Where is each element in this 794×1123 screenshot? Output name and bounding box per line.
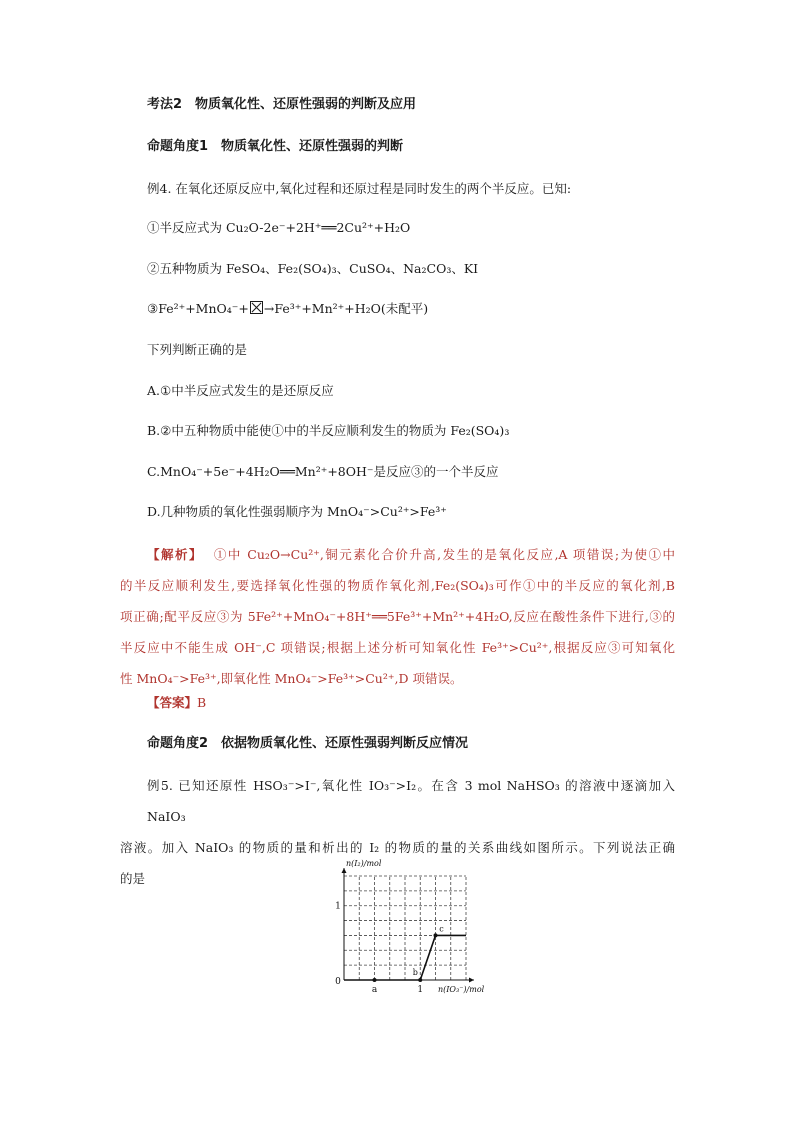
y-axis-label: n(I₂)/mol [346, 859, 382, 868]
example5-block [120, 770, 675, 894]
x-axis-label: n(IO₃⁻)/mol [438, 985, 485, 994]
analysis-line-4: 半反应中不能生成 OH⁻,C 项错误;根据上述分析可知氧化性 Fe³⁺>Cu²⁺,根据反应③可知氧化 [120, 640, 675, 655]
point-label-b: b [412, 968, 418, 977]
y-tick-1: 1 [335, 901, 341, 912]
analysis-line-5: 性 MnO₄⁻>Fe³⁺,即氧化性 MnO₄⁻>Fe³⁺>Cu²⁺,D 项错误。 [120, 671, 463, 686]
example5-line-2: 溶液。加入 NaIO₃ 的物质的量和析出的 I₂ 的物质的量的关系曲线如图所示。下列说法正确 [120, 840, 675, 855]
analysis-line-2: 的半反应顺利发生,要选择氧化性强的物质作氧化剂,Fe₂(SO₄)₃可作①中的半反应的氧化剂,B [120, 578, 675, 593]
point-label-c: c [439, 924, 444, 934]
example5-line-1: 例5. 已知还原性 HSO₃⁻>I⁻,氧化性 IO₃⁻>I₂。在含 3 mol NaHSO₃ 的溶液中逐滴加入 NaIO₃ [147, 778, 675, 824]
analysis-block [147, 539, 675, 570]
x-tick-a: a [371, 985, 378, 995]
example5-line-3: 的是 [120, 871, 146, 886]
unknown-box-icon [250, 301, 263, 314]
analysis-text-1: ①中 Cu₂O→Cu²⁺,铜元素化合价升高,发生的是氧化反应,A 项错误;为使①中 [213, 547, 675, 562]
analysis-line-3: 项正确;配平反应③为 5Fe²⁺+MnO₄⁻+8H⁺══5Fe³⁺+Mn²⁺+4H₂O,反应在酸性条件下进行,③的 [120, 609, 675, 624]
series-line-0 [344, 935, 466, 980]
example4-item3 [147, 300, 428, 318]
answer-value: B [197, 695, 207, 710]
option-c: C.MnO₄⁻+5e⁻+4H₂O══Mn²⁺+8OH⁻是反应③的一个半反应 [147, 464, 499, 479]
x-tick-1: 1 [417, 985, 424, 995]
origin-label: 0 [335, 977, 341, 987]
x-axis-arrow [469, 978, 474, 983]
answer-label: 【答案】 [147, 695, 198, 710]
analysis-label: 【解析】 [147, 547, 203, 562]
option-d: D.几种物质的氧化性强弱顺序为 MnO₄⁻>Cu²⁺>Fe³⁺ [147, 504, 447, 519]
point-a [373, 978, 377, 982]
example4-item2: ②五种物质为 FeSO₄、Fe₂(SO₄)₃、CuSO₄、Na₂CO₃、KI [147, 261, 479, 276]
item3-left: ③Fe²⁺+MnO₄⁻+ [147, 301, 249, 316]
analysis-line-1 [147, 539, 675, 570]
point-c [434, 933, 438, 937]
option-a: A.①中半反应式发生的是还原反应 [147, 383, 334, 398]
angle1-heading: 命题角度1 物质氧化性、还原性强弱的判断 [147, 139, 404, 154]
example4-question: 下列判断正确的是 [147, 342, 248, 357]
section-title: 考法2 物质氧化性、还原性强弱的判断及应用 [147, 97, 417, 112]
option-b: B.②中五种物质中能使①中的半反应顺利发生的物质为 Fe₂(SO₄)₃ [147, 423, 510, 438]
analysis-cont [120, 570, 675, 694]
point-b [418, 978, 422, 982]
chart-marks [344, 933, 466, 982]
example4-item1: ①半反应式为 Cu₂O-2e⁻+2H⁺══2Cu²⁺+H₂O [147, 220, 411, 235]
angle2-heading: 命题角度2 依据物质氧化性、还原性强弱判断反应情况 [147, 736, 469, 751]
example4-stem: 例4. 在氧化还原反应中,氧化过程和还原过程是同时发生的两个半反应。已知: [147, 181, 572, 196]
item3-right: →Fe³⁺+Mn²⁺+H₂O(未配平) [263, 301, 429, 316]
answer-line [147, 694, 206, 712]
